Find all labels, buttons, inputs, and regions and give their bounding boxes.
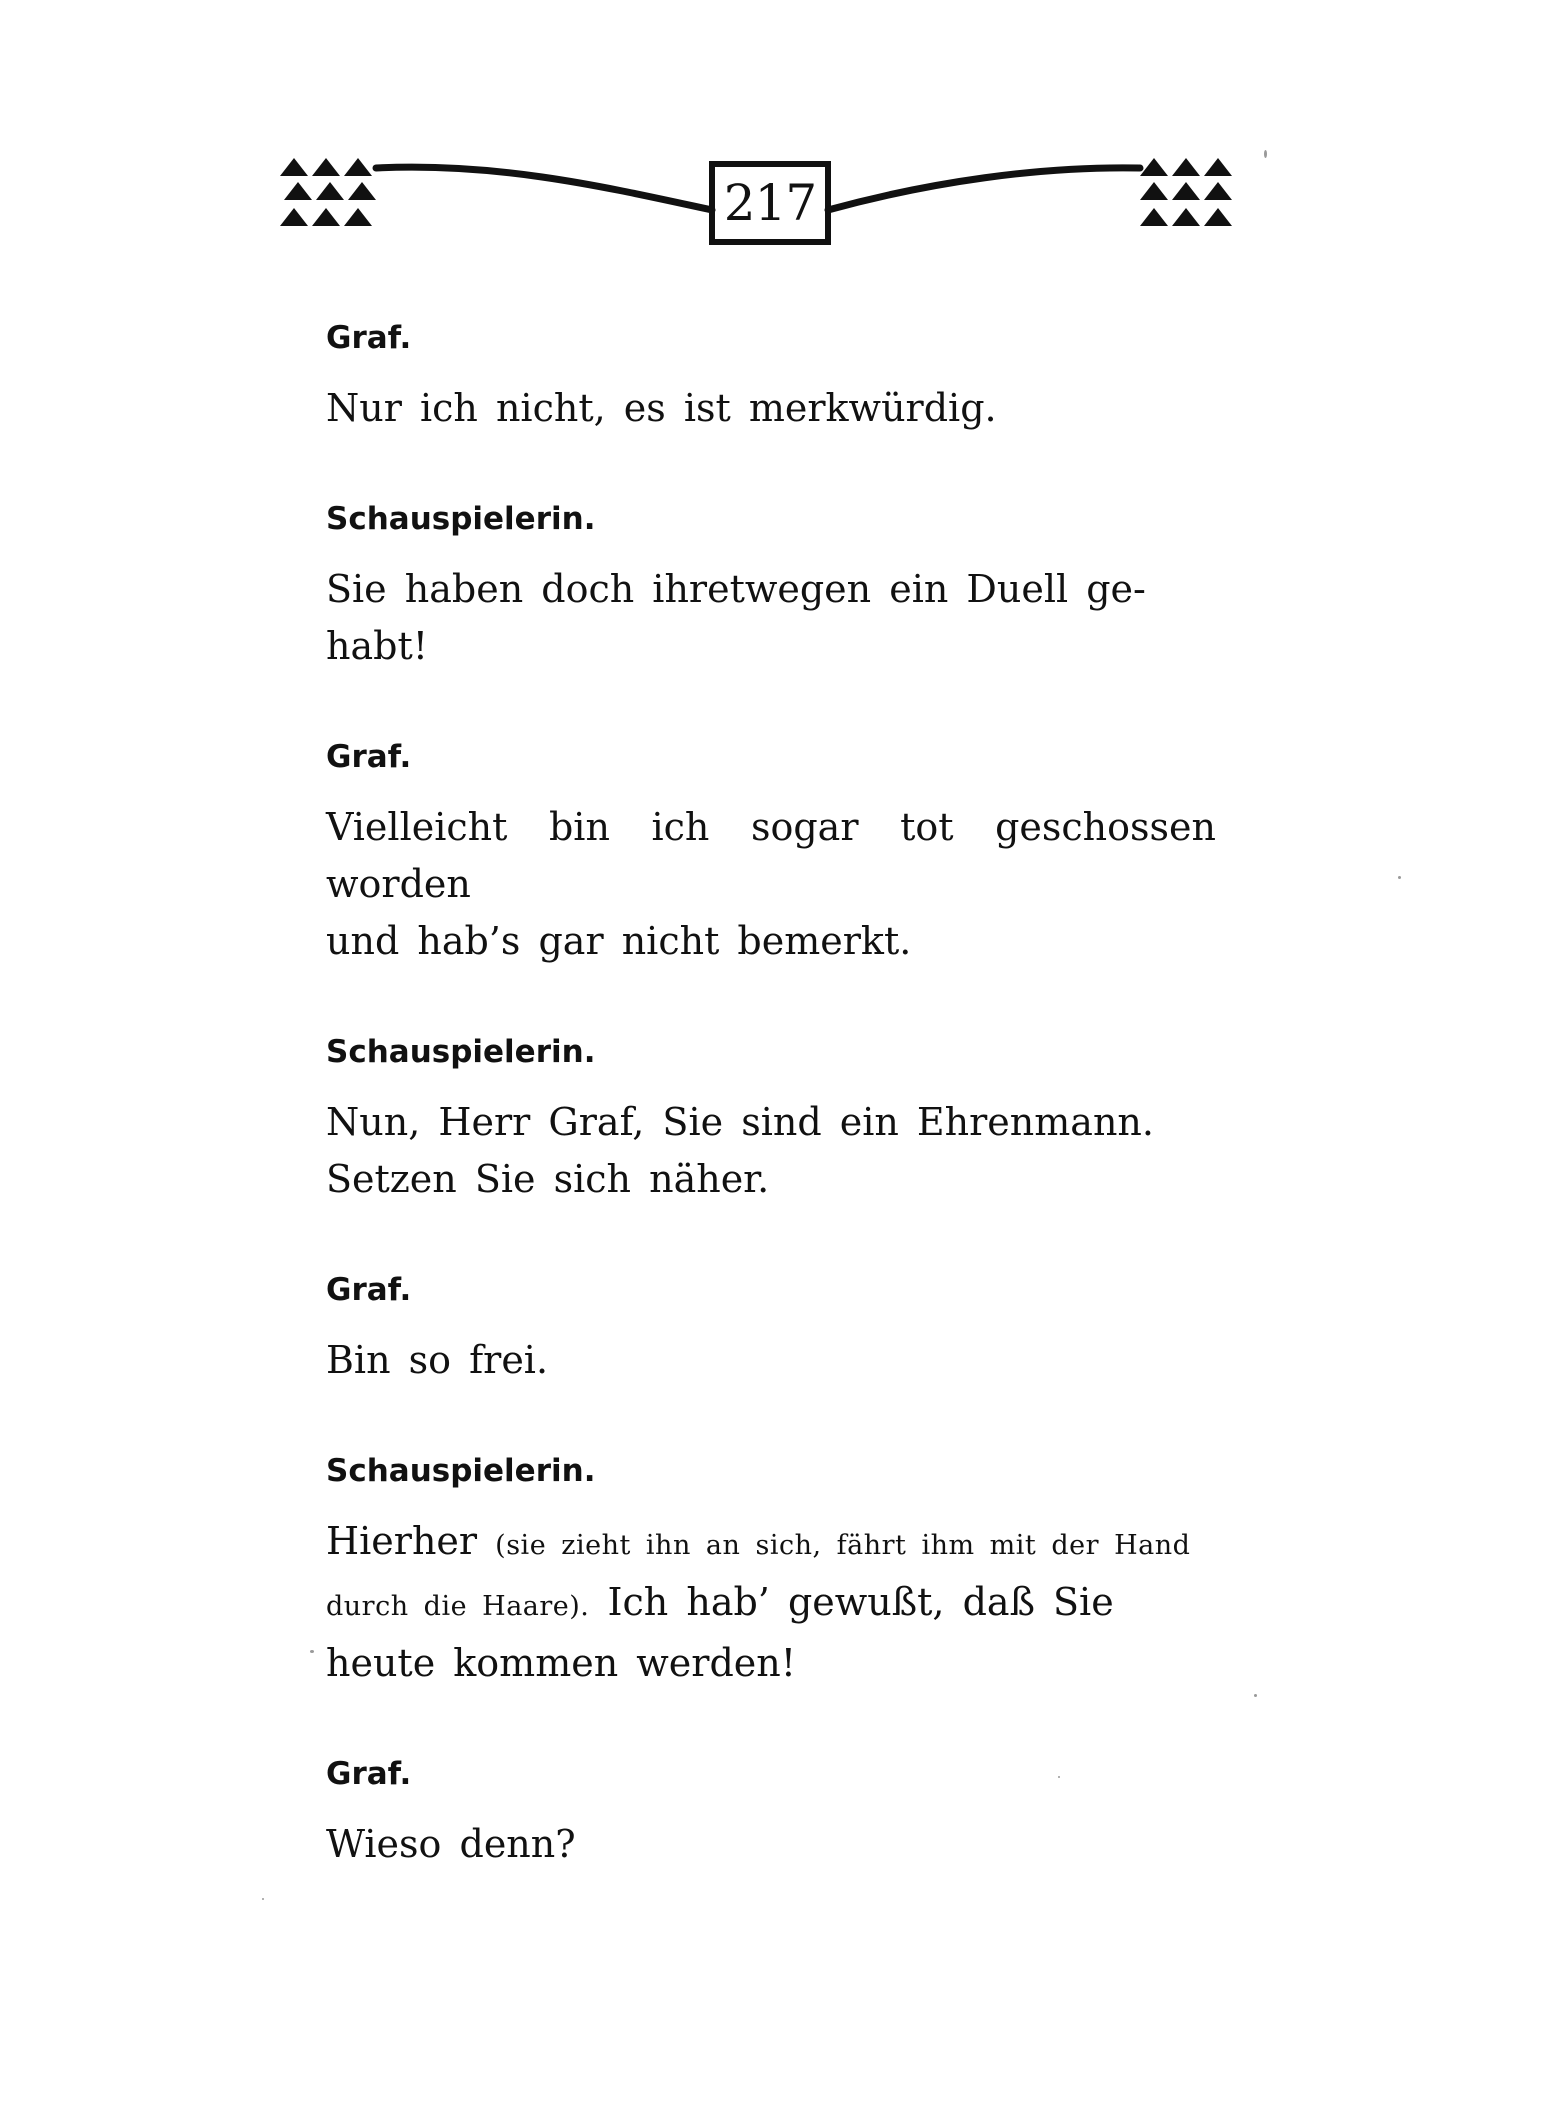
speech-line: heute kommen werden!	[326, 1641, 797, 1685]
left-triangle-cluster-icon	[280, 158, 376, 226]
scan-speck	[1398, 876, 1401, 879]
speech-line: und hab’s gar nicht bemerkt.	[326, 919, 912, 963]
speech-line: habt!	[326, 624, 428, 668]
speech-line-with-direction	[326, 1574, 1216, 1635]
right-triangle-cluster-icon	[1140, 158, 1232, 226]
speaker-name: Graf.	[326, 739, 412, 775]
speaker-name: Schauspielerin.	[326, 501, 596, 537]
speech-line: Setzen Sie sich näher.	[326, 1157, 770, 1201]
dialogue-block	[326, 1270, 1216, 1389]
speech-text: Hierher	[326, 1519, 478, 1563]
scan-speck	[1264, 150, 1267, 158]
speech-line: Sie haben doch ihretwegen ein Duell ge-	[326, 567, 1146, 611]
scan-speck	[1254, 1694, 1257, 1697]
speech-line: Wieso denn?	[326, 1822, 576, 1866]
speaker-name: Schauspielerin.	[326, 1034, 596, 1070]
speech-line-with-direction	[326, 1513, 1216, 1574]
speech-line: Nun, Herr Graf, Sie sind ein Ehrenmann.	[326, 1100, 1154, 1144]
dialogue-block	[326, 1754, 1216, 1873]
stage-direction: (sie zieht ihn an sich, fährt ihm mit der Hand	[495, 1530, 1191, 1561]
speech-line: Nur ich nicht, es ist merkwürdig.	[326, 386, 997, 430]
scan-speck	[310, 1650, 314, 1653]
scan-speck	[1058, 1776, 1060, 1778]
dialogue-block	[326, 1032, 1216, 1208]
scan-speck	[262, 1898, 264, 1900]
page-header-ornament	[280, 148, 1260, 258]
dialogue-block	[326, 318, 1216, 437]
speech-text: Ich hab’ gewußt, daß Sie	[607, 1580, 1114, 1624]
stage-direction: durch die Haare).	[326, 1591, 590, 1622]
speaker-name: Graf.	[326, 1756, 412, 1792]
speech-line: Vielleicht bin ich sogar tot geschossen worden	[326, 805, 1216, 906]
speaker-name: Graf.	[326, 320, 412, 356]
speaker-name: Schauspielerin.	[326, 1453, 596, 1489]
speaker-name: Graf.	[326, 1272, 412, 1308]
dialogue-content	[326, 318, 1216, 1935]
page-number: 217	[723, 174, 817, 232]
speech-line: Bin so frei.	[326, 1338, 549, 1382]
dialogue-block	[326, 1451, 1216, 1692]
dialogue-block	[326, 737, 1216, 970]
dialogue-block	[326, 499, 1216, 675]
